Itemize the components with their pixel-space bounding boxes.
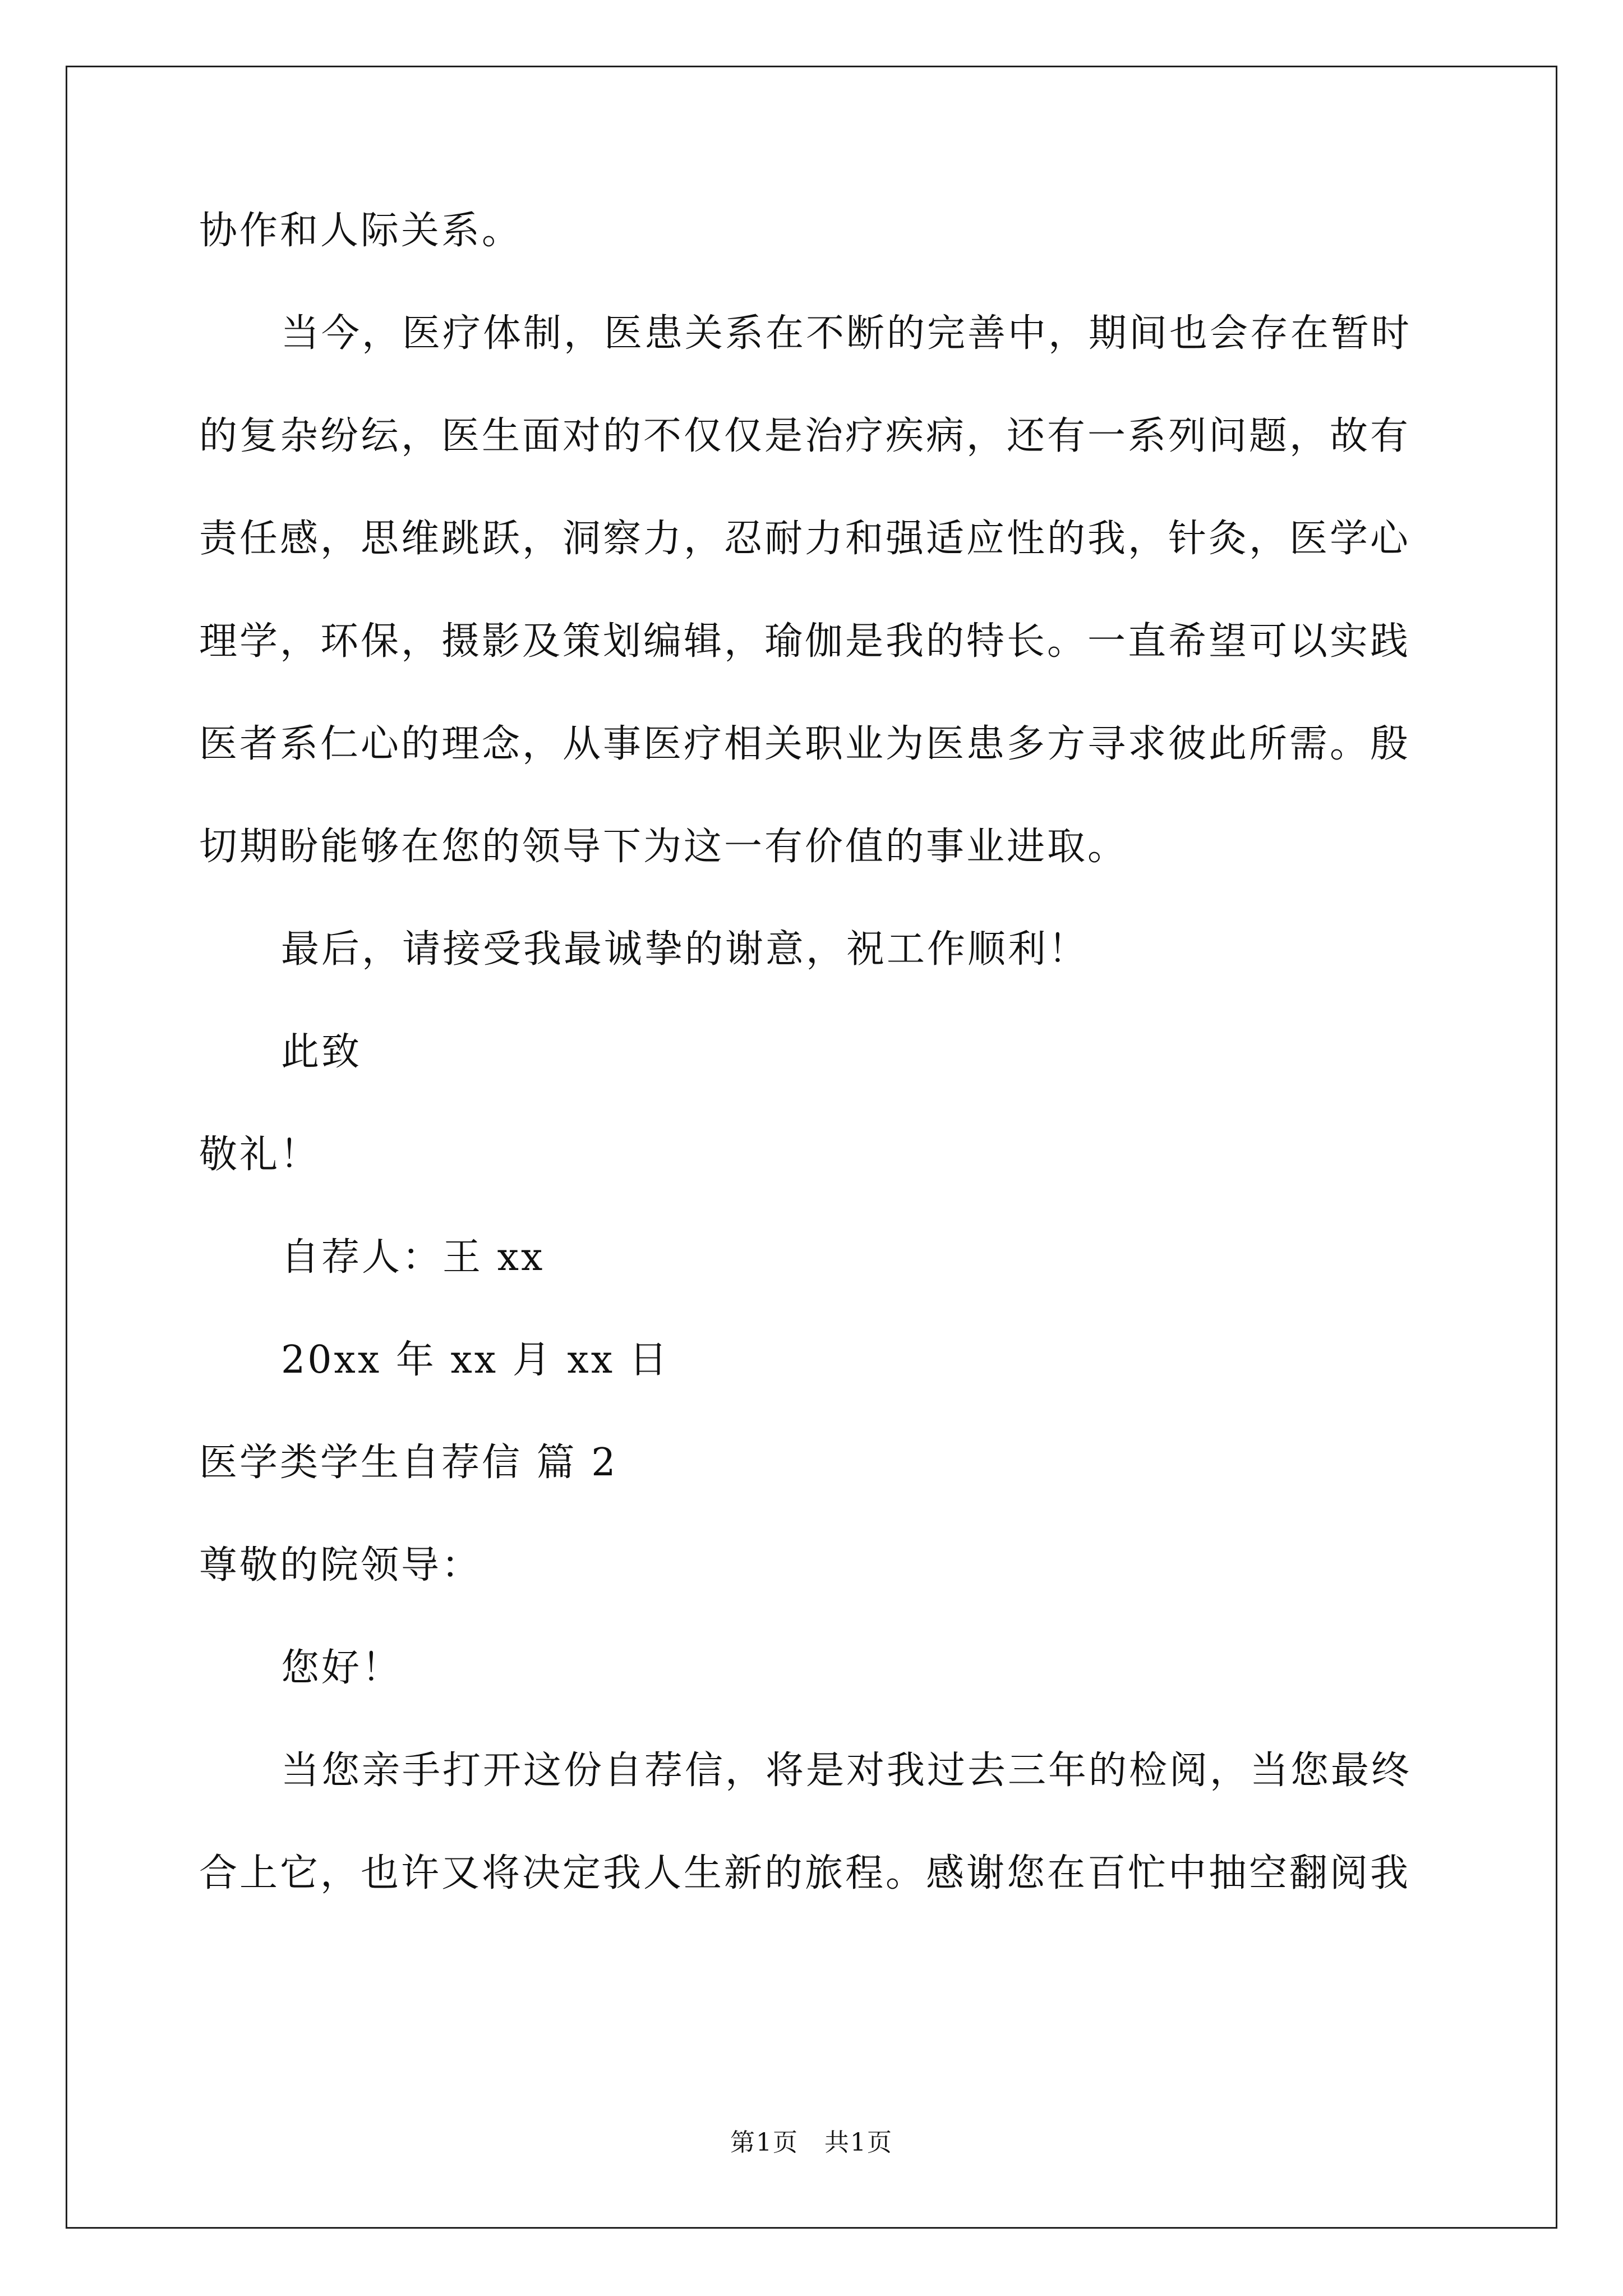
paragraph-start: 当您亲手打开这份自荐信，将是对我过去三年的检阅，当您最终 <box>281 1749 1412 1793</box>
greeting-recipient: 尊敬的院领导： <box>199 1543 482 1588</box>
signature: 自荐人：王 xx <box>281 1235 545 1280</box>
section-heading: 医学类学生自荐信 篇 2 <box>199 1441 618 1485</box>
text-line: 切期盼能够在您的领导下为这一有价值的事业进取。 <box>199 825 1128 869</box>
text-line: 合上它，也许又将决定我人生新的旅程。感谢您在百忙中抽空翻阅我 <box>199 1851 1411 1895</box>
paragraph-start: 当今，医疗体制，医患关系在不断的完善中，期间也会存在暂时 <box>281 311 1412 356</box>
text-line: 的复杂纷纭，医生面对的不仅仅是治疗疾病，还有一系列问题，故有 <box>199 414 1411 458</box>
salutation-jing-li: 敬礼！ <box>199 1133 321 1177</box>
text-line: 协作和人际关系。 <box>199 209 523 253</box>
text-line: 理学，环保，摄影及策划编辑，瑜伽是我的特长。一直希望可以实践 <box>199 619 1411 664</box>
text-line: 责任感，思维跳跃，洞察力，忍耐力和强适应性的我，针灸，医学心 <box>199 517 1411 561</box>
text-line: 医者系仁心的理念，从事医疗相关职业为医患多方寻求彼此所需。殷 <box>199 722 1411 766</box>
greeting-hello: 您好！ <box>281 1646 403 1690</box>
date-line: 20xx 年 xx 月 xx 日 <box>281 1338 670 1382</box>
salutation-ci-zhi: 此致 <box>281 1030 362 1074</box>
closing-line: 最后，请接受我最诚挚的谢意，祝工作顺利！ <box>281 927 1089 972</box>
page-footer: 第1页 共1页 <box>730 2128 893 2157</box>
